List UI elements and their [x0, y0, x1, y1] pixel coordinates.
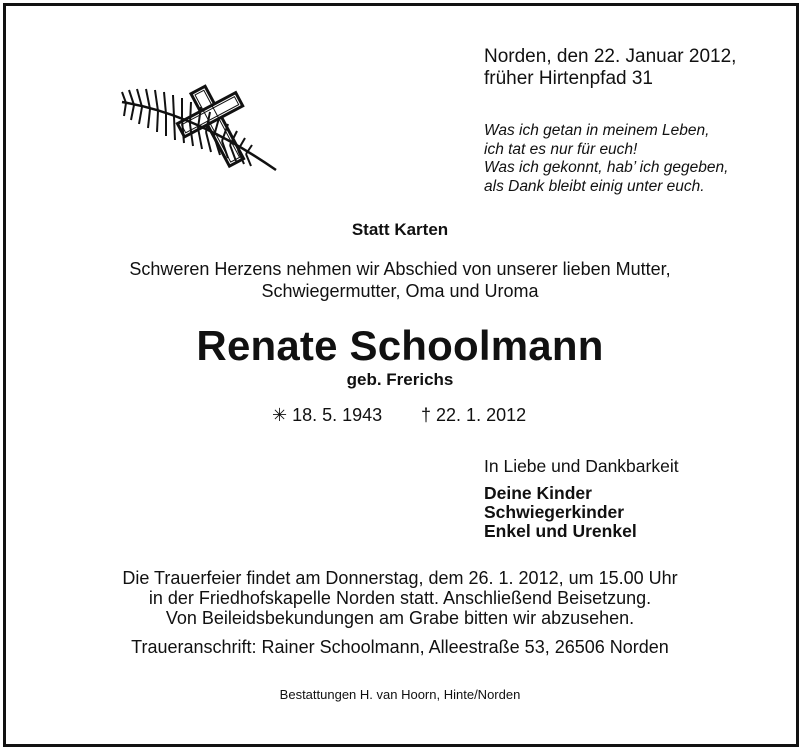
statt-karten-heading: Statt Karten — [351, 220, 449, 239]
mourners-lead: In Liebe und Dankbarkeit — [484, 456, 679, 476]
funeral-home: Bestattungen H. van Hoorn, Hinte/Norden — [279, 687, 521, 702]
birth-date — [272, 405, 382, 426]
mourning-address: Traueranschrift: Rainer Schoolmann, Alleestraße 53, 26506 Norden — [131, 637, 669, 657]
intro-text — [0, 258, 800, 302]
poem-line: ich tat es nur für euch! — [484, 140, 638, 158]
poem-line: Was ich getan in meinem Leben, — [484, 122, 710, 139]
mourner-name: Deine Kinder — [484, 483, 592, 503]
mourners-names — [484, 484, 679, 541]
poem-line: als Dank bleibt einig unter euch. — [484, 177, 705, 195]
poem-line: Was ich gekonnt, hab’ ich gegeben, — [484, 159, 729, 176]
birth-star-icon: ✳ — [272, 405, 288, 425]
birth-date-value: 18. 5. 1943 — [292, 405, 383, 425]
death-date-value: 22. 1. 2012 — [436, 405, 527, 425]
death-date — [421, 405, 526, 426]
mourner-name: Schwiegerkinder — [484, 502, 625, 522]
maiden-name: geb. Frerichs — [346, 370, 454, 389]
service-line: Von Beileidsbekundungen am Grabe bitten wir abzusehen. — [165, 608, 635, 628]
service-info — [0, 568, 800, 628]
place-date: Norden, den 22. Januar 2012, — [484, 46, 737, 67]
intro-line: Schweren Herzens nehmen wir Abschied von unserer lieben Mutter, — [129, 259, 671, 279]
service-line: in der Friedhofskapelle Norden statt. Anschließend Beisetzung. — [148, 588, 652, 608]
former-address: früher Hirtenpfad 31 — [484, 68, 653, 89]
death-cross-icon: † — [421, 405, 432, 425]
poem — [484, 122, 728, 196]
mourners-block — [484, 455, 679, 541]
intro-line: Schwiegermutter, Oma und Uroma — [261, 281, 539, 301]
mourner-name: Enkel und Urenkel — [484, 521, 637, 541]
deceased-name: Renate Schoolmann — [196, 322, 604, 369]
cross-palm-svg — [118, 78, 284, 178]
service-line: Die Trauerfeier findet am Donnerstag, dem 26. 1. 2012, um 15.00 Uhr — [122, 568, 678, 588]
header-place-date — [484, 46, 736, 90]
cross-with-palm-frond-icon — [118, 78, 284, 178]
